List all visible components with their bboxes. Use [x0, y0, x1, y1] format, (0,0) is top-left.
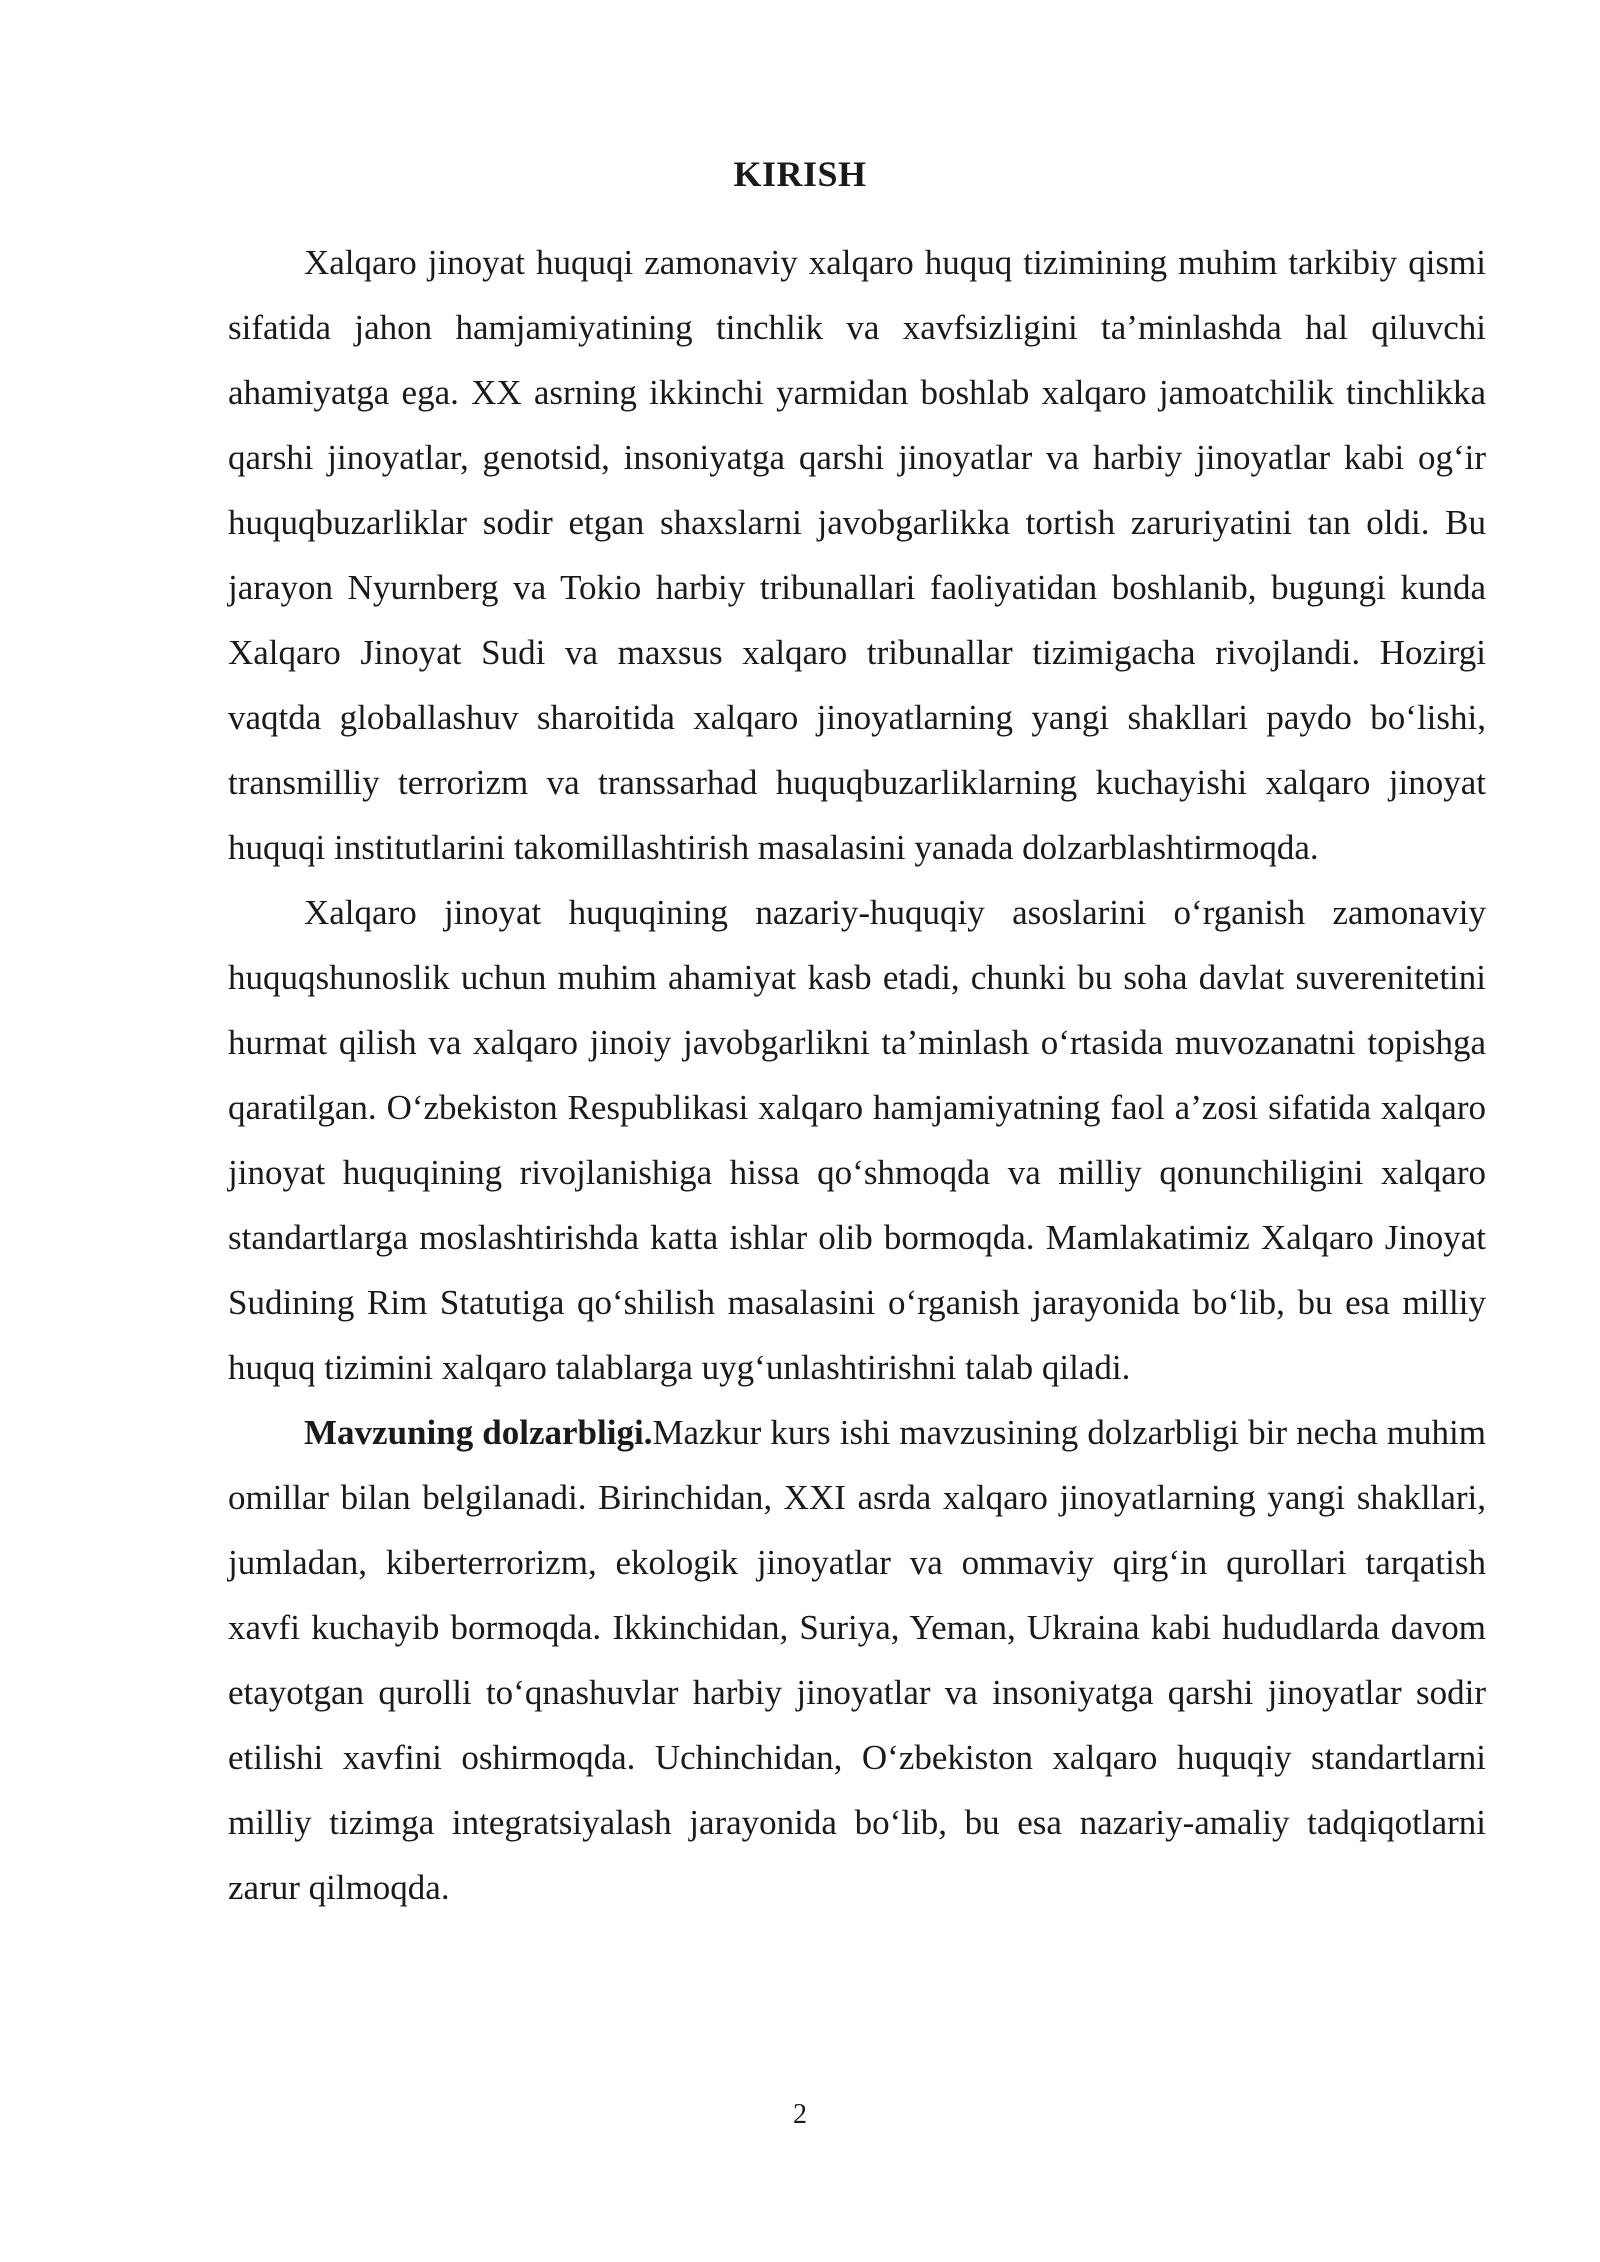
- paragraph-1-text: Xalqaro jinoyat huquqi zamonaviy xalqaro huquq tizimining muhim tarkibiy qismi sifatida jahon hamjamiyatining tinchlik va xavfsizligini ta’minlashda hal qiluvchi ahamiyatga ega. XX asrning ikkinchi yarmidan boshlab xalqaro jamoatchilik tinchlikka qarshi jinoyatlar, genotsid, insoniyatga qarshi jinoyatlar va harbiy jinoyatlar kabi og‘ir huquqbuzarliklar sodir etgan shaxslarni javobgarlikka tortish zaruriyatini tan oldi. Bu jarayon Nyurnberg va Tokio harbiy tribunallari faoliyatidan boshlanib, bugungi kunda Xalqaro Jinoyat Sudi va maxsus xalqaro tribunallar tizimigacha rivojlandi. Hozirgi vaqtda globallashuv sharoitida xalqaro jinoyatlarning yangi shakllari paydo bo‘lishi, transmilliy terrorizm va transsarhad huquqbuzarliklarning kuchayishi xalqaro jinoyat huquqi institutlarini takomillashtirish masalasini yanada dolzarblashtirmoqda.: [228, 243, 1486, 867]
- section-title: KIRISH: [733, 154, 867, 194]
- paragraph-3-lead: Mavzuning dolzarbligi.: [304, 1413, 653, 1452]
- paragraph-2-text: Xalqaro jinoyat huquqining nazariy-huquqiy asoslarini o‘rganish zamonaviy huquqshunoslik uchun muhim ahamiyat kasb etadi, chunki bu soha davlat suverenitetini hurmat qilish va xalqaro jinoiy javobgarlikni ta’minlash o‘rtasida muvozanatni topishga qaratilgan. O‘zbekiston Respublikasi xalqaro hamjamiyatning faol a’zosi sifatida xalqaro jinoyat huquqining rivojlanishiga hissa qo‘shmoqda va milliy qonunchiligini xalqaro standartlarga moslashtirishda katta ishlar olib bormoqda. Mamlakatimiz Xalqaro Jinoyat Sudining Rim Statutiga qo‘shilish masalasini o‘rganish jarayonida bo‘lib, bu esa milliy huquq tizimini xalqaro talablarga uyg‘unlashtirishni talab qiladi.: [228, 893, 1486, 1387]
- paragraph-3-text: Mazkur kurs ishi mavzusining dolzarbligi bir necha muhim omillar bilan belgilanadi. Birinchidan, XXI asrda xalqaro jinoyatlarning yangi shakllari, jumladan, kiberterrorizm, ekologik jinoyatlar va ommaviy qirg‘in qurollari tarqatish xavfi kuchayib bormoqda. Ikkinchidan, Suriya, Yeman, Ukraina kabi hududlarda davom etayotgan qurolli to‘qnashuvlar harbiy jinoyatlar va insoniyatga qarshi jinoyatlar sodir etilishi xavfini oshirmoqda. Uchinchidan, O‘zbekiston xalqaro huquqiy standartlarni milliy tizimga integratsiyalash jarayonida bo‘lib, bu esa nazariy-amaliy tadqiqotlarni zarur qilmoqda.: [228, 1413, 1486, 1907]
- paragraph-2: [228, 880, 1486, 1400]
- paragraph-1: [228, 230, 1486, 880]
- paragraph-3: [228, 1400, 1486, 1920]
- body-text: [228, 230, 1486, 1920]
- page-number: 2: [793, 2099, 807, 2130]
